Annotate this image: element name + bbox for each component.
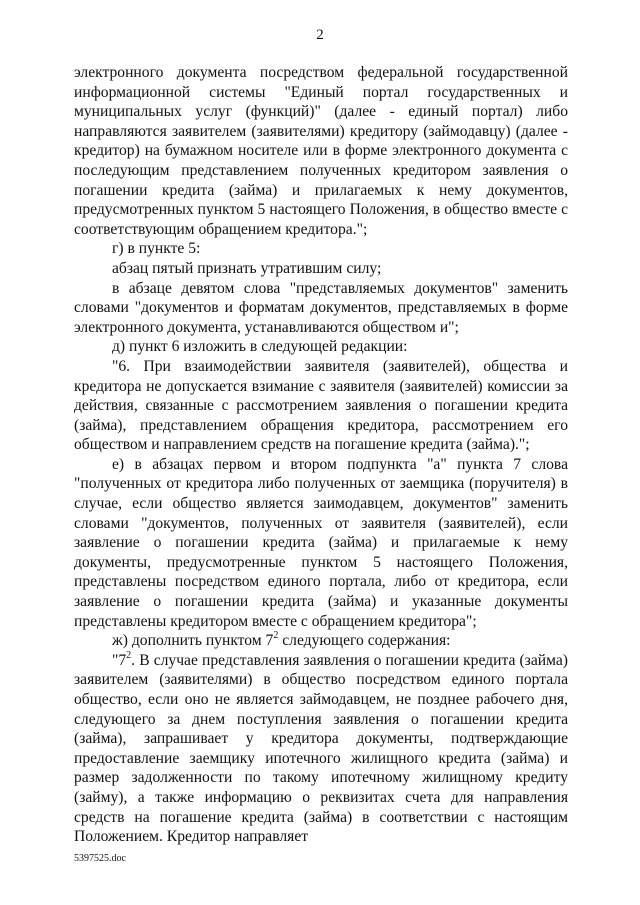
page-number: 2 (316, 27, 324, 43)
superscript: 2 (273, 630, 279, 642)
text-segment: ж) дополнить пунктом 7 (112, 632, 274, 650)
paragraph-item-g: г) в пункте 5: (112, 240, 201, 258)
paragraph-abzac-9: в абзаце девятом слова "представляемых документов" заменить словами "документов и форматам документов, представляемых в форме электронного документа, устанавливаются обществом и"; (74, 279, 568, 336)
file-name-footer: 5397525.doc (74, 853, 126, 864)
paragraph-point-7-2 (74, 651, 568, 847)
paragraph-item-zh (74, 631, 568, 651)
paragraph-item-e: е) в абзацах первом и втором подпункта "а" пункта 7 слова "полученных от кредитора либо полученных от заемщика (поручителя) в случае, если общество является заимодавцем, документов" заменить словами "документов, полученных от заявителя (заявителей), если заявление о погашении кредита (займа) и прилагаемые к нему документы, предусмотренные пунктом 5 настоящего Положения, представлены посредством единого портала, либо от кредитора, если заявление о погашении кредита (займа) и указанные документы представлены кредитором вместе с обращением кредитора"; (74, 455, 568, 630)
text-segment: . В случае представления заявления о погашении кредита (займа) заявителем (заявителями) в общество посредством единого портала общество, если оно не является займодавцем, не позднее рабочего дня, следующего за днем поступления заявления о погашении кредита (займа), запрашивает у кредитора документы, подтверждающие предоставление заемщику ипотечного жилищного кредита (займа) и размер задолженности по такому ипотечному жилищному кредиту (займу), а также информацию о реквизитах счета для направления средств на погашение кредита (займа) в соответствии с настоящим Положением. Кредитор направляет (74, 651, 568, 846)
text-segment: следующего содержания: (278, 632, 451, 650)
document-body (74, 63, 568, 847)
paragraph-continuation: электронного документа посредством федеральной государственной информационной системы "Единый портал государственных и муниципальных услуг (функций)" (далее - единый портал) либо направляются заявителем (заявителями) кредитору (займодавцу) (далее - кредитор) на бумажном носителе или в форме электронного документа с последующим представлением полученных кредитором заявления о погашении кредита (займа) и прилагаемых к нему документов, предусмотренных пунктом 5 настоящего Положения, в общество вместе с соответствующим обращением кредитора."; (74, 64, 568, 238)
text-segment: "7 (112, 651, 127, 669)
superscript: 2 (126, 649, 132, 661)
paragraph-item-d: д) пункт 6 изложить в следующей редакции: (112, 338, 408, 356)
paragraph-abzac-5: абзац пятый признать утратившим силу; (112, 259, 382, 277)
paragraph-point-6: "6. При взаимодействии заявителя (заявителей), общества и кредитора не допускается взимание с заявителя (заявителей) комиссии за действия, связанные с рассмотрением заявления о погашении кредита (займа), представлением обращения кредитора, рассмотрением его обществом и направлением средств на погашение кредита (займа)."; (74, 357, 568, 454)
